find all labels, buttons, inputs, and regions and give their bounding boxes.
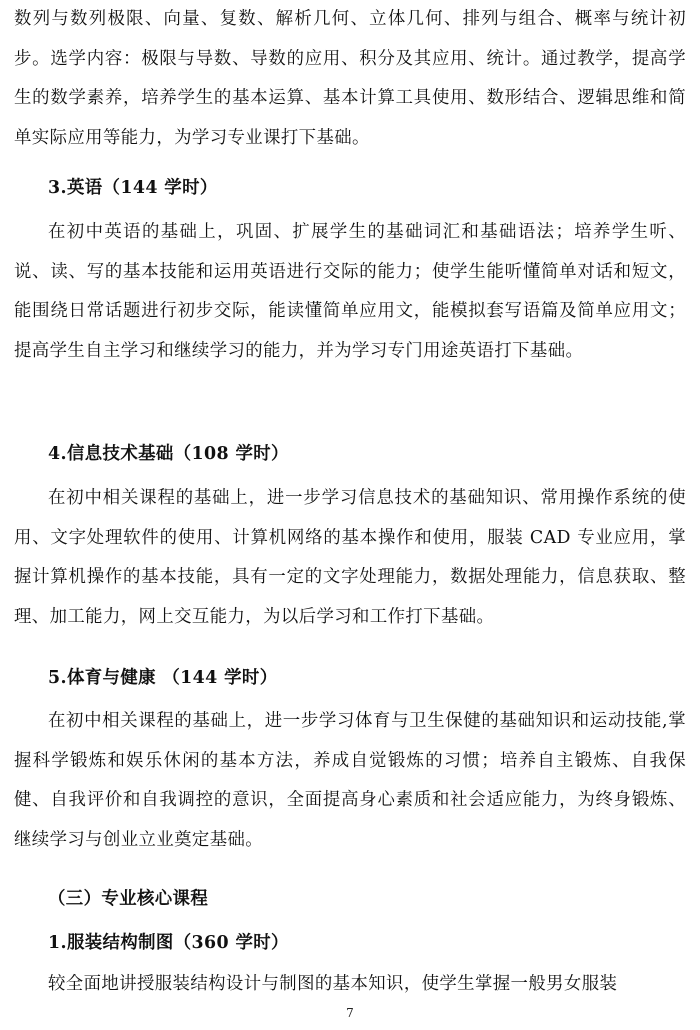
pe-course-heading: 5.体育与健康 （144 学时） <box>48 668 278 688</box>
english-course-paragraph: 在初中英语的基础上，巩固、扩展学生的基础词汇和基础语法；培养学生听、说、读、写的基本技能和运用英语进行交际的能力；使学生能听懂简单对话和短文，能围绕日常话题进行初步交际，能读懂简单应用文，能模拟套写语篇及简单应用文；提高学生自主学习和继续学习的能力，并为学习专门用途英语打下基础。 <box>14 222 686 361</box>
english-heading-block <box>0 168 700 208</box>
pattern-heading-block <box>0 923 700 963</box>
pe-body-block <box>0 702 700 860</box>
pe-heading-block <box>0 658 700 698</box>
it-course-paragraph: 在初中相关课程的基础上，进一步学习信息技术的基础知识、常用操作系统的使用、文字处理软件的使用、计算机网络的基本操作和使用，服装 CAD 专业应用，掌握计算机操作的基本技能，具有一定的文字处理能力，数据处理能力，信息获取、整理、加工能力，网上交互能力，为以后学习和工作打下基础。 <box>14 488 686 627</box>
it-body-block <box>0 479 700 637</box>
core-section-heading-block <box>0 879 700 919</box>
pe-course-paragraph: 在初中相关课程的基础上，进一步学习体育与卫生保健的基础知识和运动技能,掌握科学锻炼和娱乐休闲的基本方法，养成自觉锻炼的习惯；培养自主锻炼、自我保健、自我评价和自我调控的意识，全面提高身心素质和社会适应能力，为终身锻炼、继续学习与创业立业奠定基础。 <box>14 711 686 850</box>
page-number: 7 <box>346 1006 354 1020</box>
pattern-body-block <box>0 965 700 1005</box>
core-courses-section-heading: （三）专业核心课程 <box>48 889 209 909</box>
pattern-course-paragraph: 较全面地讲授服装结构设计与制图的基本知识，使学生掌握一般男女服装 <box>48 974 618 994</box>
math-continued-paragraph: 数列与数列极限、向量、复数、解析几何、立体几何、排列与组合、概率与统计初步。选学内容：极限与导数、导数的应用、积分及其应用、统计。通过教学，提高学生的数学素养，培养学生的基本运算、基本计算工具使用、数形结合、逻辑思维和简单实际应用等能力，为学习专业课打下基础。 <box>14 9 686 148</box>
math-continued-block <box>0 0 700 158</box>
it-course-heading: 4.信息技术基础（108 学时） <box>48 444 289 464</box>
english-course-heading: 3.英语（144 学时） <box>48 178 218 198</box>
english-body-block <box>0 213 700 371</box>
pattern-course-heading: 1.服装结构制图（360 学时） <box>48 933 289 953</box>
it-heading-block <box>0 434 700 474</box>
